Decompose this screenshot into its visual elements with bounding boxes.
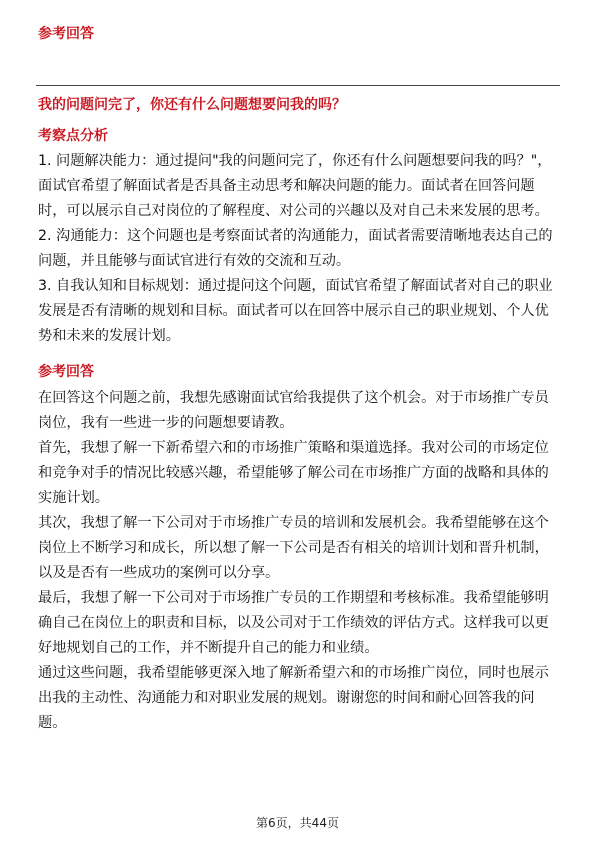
analysis-point: 1. 问题解决能力：通过提问"我的问题问完了，你还有什么问题想要问我的吗？"，面试官希望了解面试者是否具备主动思考和解决问题的能力。面试者在回答问题时，可以展示自己对岗位的了解程度、对公司的兴趣以及对自己未来发展的思考。: [38, 153, 552, 219]
top-reference-answer-heading: 参考回答: [38, 26, 94, 42]
answer-heading: 参考回答: [38, 364, 94, 380]
analysis-point: 3. 自我认知和目标规划：通过提问这个问题，面试官希望了解面试者对自己的职业发展是否有清晰的规划和目标。面试者可以在回答中展示自己的职业规划、个人优势和未来的发展计划。: [38, 278, 553, 344]
analysis-point: 2. 沟通能力：这个问题也是考察面试者的沟通能力，面试者需要清晰地表达自己的问题，并且能够与面试官进行有效的交流和互动。: [38, 228, 553, 269]
page-number-footer: 第6页，共44页: [256, 816, 339, 830]
question-heading: 我的问题问完了，你还有什么问题想要问我的吗？: [38, 97, 346, 113]
analysis-heading: 考察点分析: [38, 128, 108, 144]
answer-paragraph: 通过这些问题，我希望能够更深入地了解新希望六和的市场推广岗位，同时也展示出我的主动性、沟通能力和对职业发展的规划。谢谢您的时间和耐心回答我的问题。: [38, 665, 549, 731]
answer-paragraphs: [38, 386, 558, 736]
answer-paragraph: 首先，我想了解一下新希望六和的市场推广策略和渠道选择。我对公司的市场定位和竞争对手的情况比较感兴趣，希望能够了解公司在市场推广方面的战略和具体的实施计划。: [38, 440, 549, 506]
section-divider: [36, 85, 560, 86]
answer-paragraph: 最后，我想了解一下公司对于市场推广专员的工作期望和考核标准。我希望能够明确自己在岗位上的职责和目标，以及公司对于工作绩效的评估方式。这样我可以更好地规划自己的工作，并不断提升自己的能力和业绩。: [38, 590, 549, 656]
answer-paragraph: 其次，我想了解一下公司对于市场推广专员的培训和发展机会。我希望能够在这个岗位上不断学习和成长，所以想了解一下公司是否有相关的培训计划和晋升机制，以及是否有一些成功的案例可以分享。: [38, 515, 549, 581]
analysis-points: [38, 149, 558, 349]
answer-paragraph: 在回答这个问题之前，我想先感谢面试官给我提供了这个机会。对于市场推广专员岗位，我有一些进一步的问题想要请教。: [38, 390, 549, 431]
